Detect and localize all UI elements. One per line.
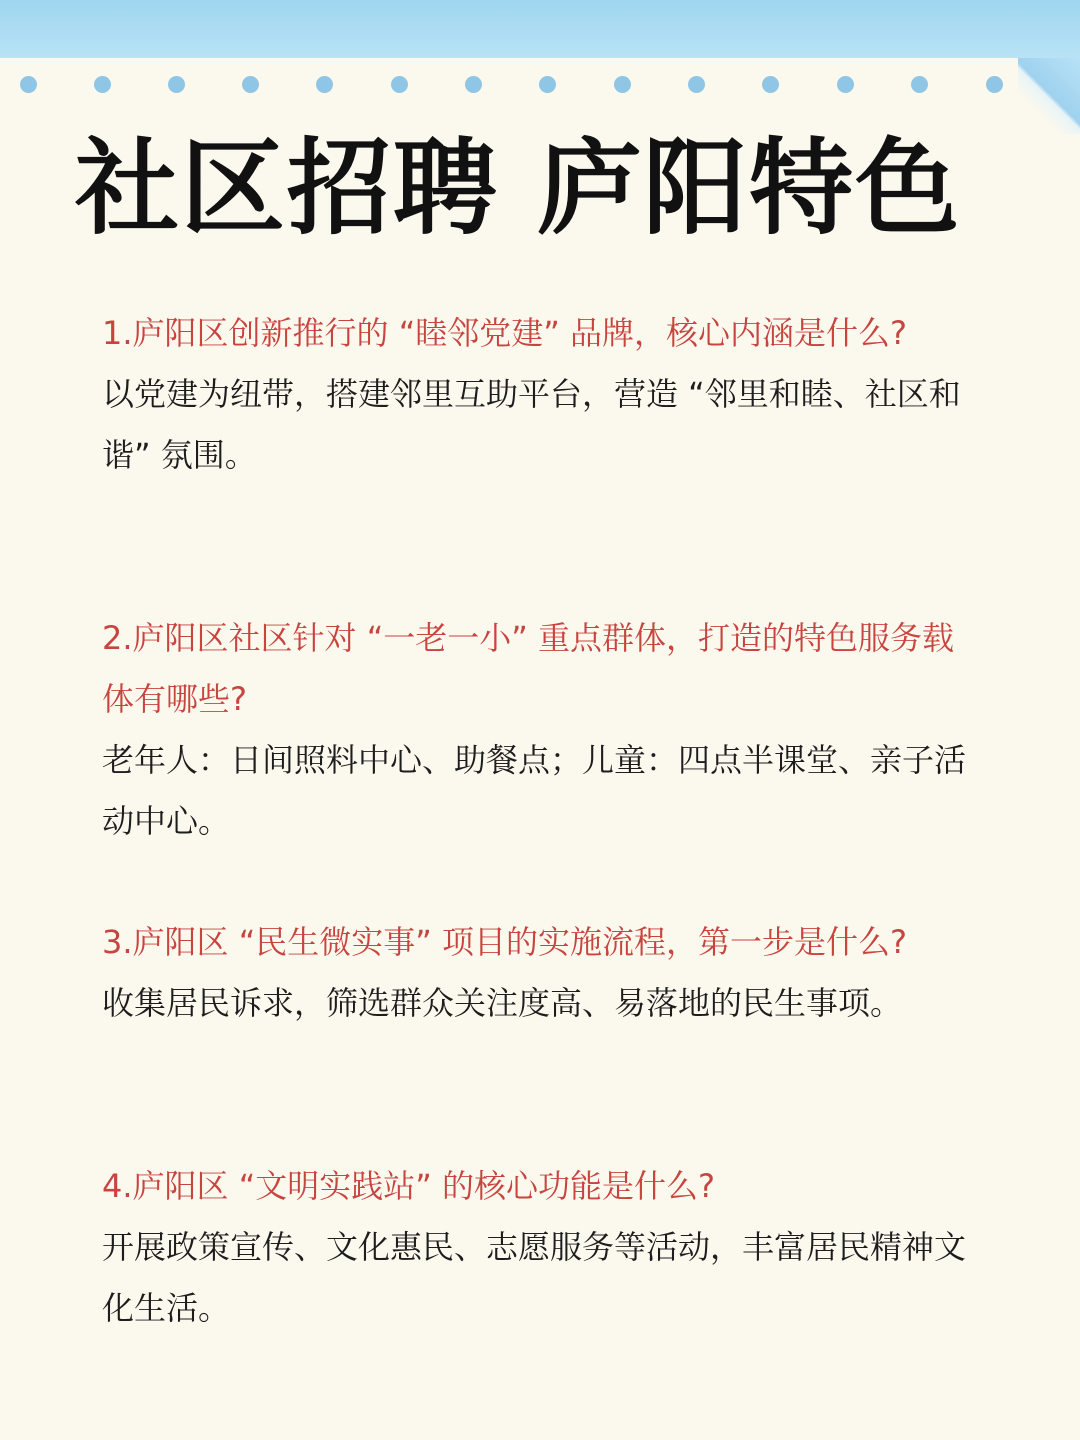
qa-item-1	[102, 303, 980, 486]
binder-dot	[94, 76, 111, 93]
binder-dot	[837, 76, 854, 93]
binder-dot	[20, 76, 37, 93]
qa-item-3	[102, 912, 980, 1034]
binder-dot	[688, 76, 705, 93]
binder-dot	[986, 76, 1003, 93]
binder-dot	[539, 76, 556, 93]
binder-dot	[316, 76, 333, 93]
binder-dot	[465, 76, 482, 93]
binder-dot	[614, 76, 631, 93]
answer-2: 老年人：日间照料中心、助餐点；儿童：四点半课堂、亲子活动中心。	[102, 741, 967, 840]
answer-3: 收集居民诉求，筛选群众关注度高、易落地的民生事项。	[102, 984, 903, 1022]
binder-dot	[391, 76, 408, 93]
answer-1: 以党建为纽带，搭建邻里互助平台，营造 “邻里和睦、社区和谐” 氛围。	[102, 375, 961, 474]
binder-dot	[762, 76, 779, 93]
binder-dots	[20, 76, 1020, 94]
qa-item-4	[102, 1156, 980, 1339]
question-3: 3.庐阳区 “民生微实事” 项目的实施流程，第一步是什么?	[102, 923, 908, 961]
qa-item-2	[102, 608, 980, 852]
page-title: 社区招聘 庐阳特色	[74, 127, 962, 249]
binder-dot	[242, 76, 259, 93]
answer-4: 开展政策宣传、文化惠民、志愿服务等活动，丰富居民精神文化生活。	[102, 1228, 967, 1327]
binder-dot	[911, 76, 928, 93]
question-4: 4.庐阳区 “文明实践站” 的核心功能是什么?	[102, 1167, 716, 1205]
question-2: 2.庐阳区社区针对 “一老一小” 重点群体，打造的特色服务载体有哪些?	[102, 619, 955, 718]
question-1: 1.庐阳区创新推行的 “睦邻党建” 品牌，核心内涵是什么?	[102, 314, 908, 352]
binder-dot	[168, 76, 185, 93]
